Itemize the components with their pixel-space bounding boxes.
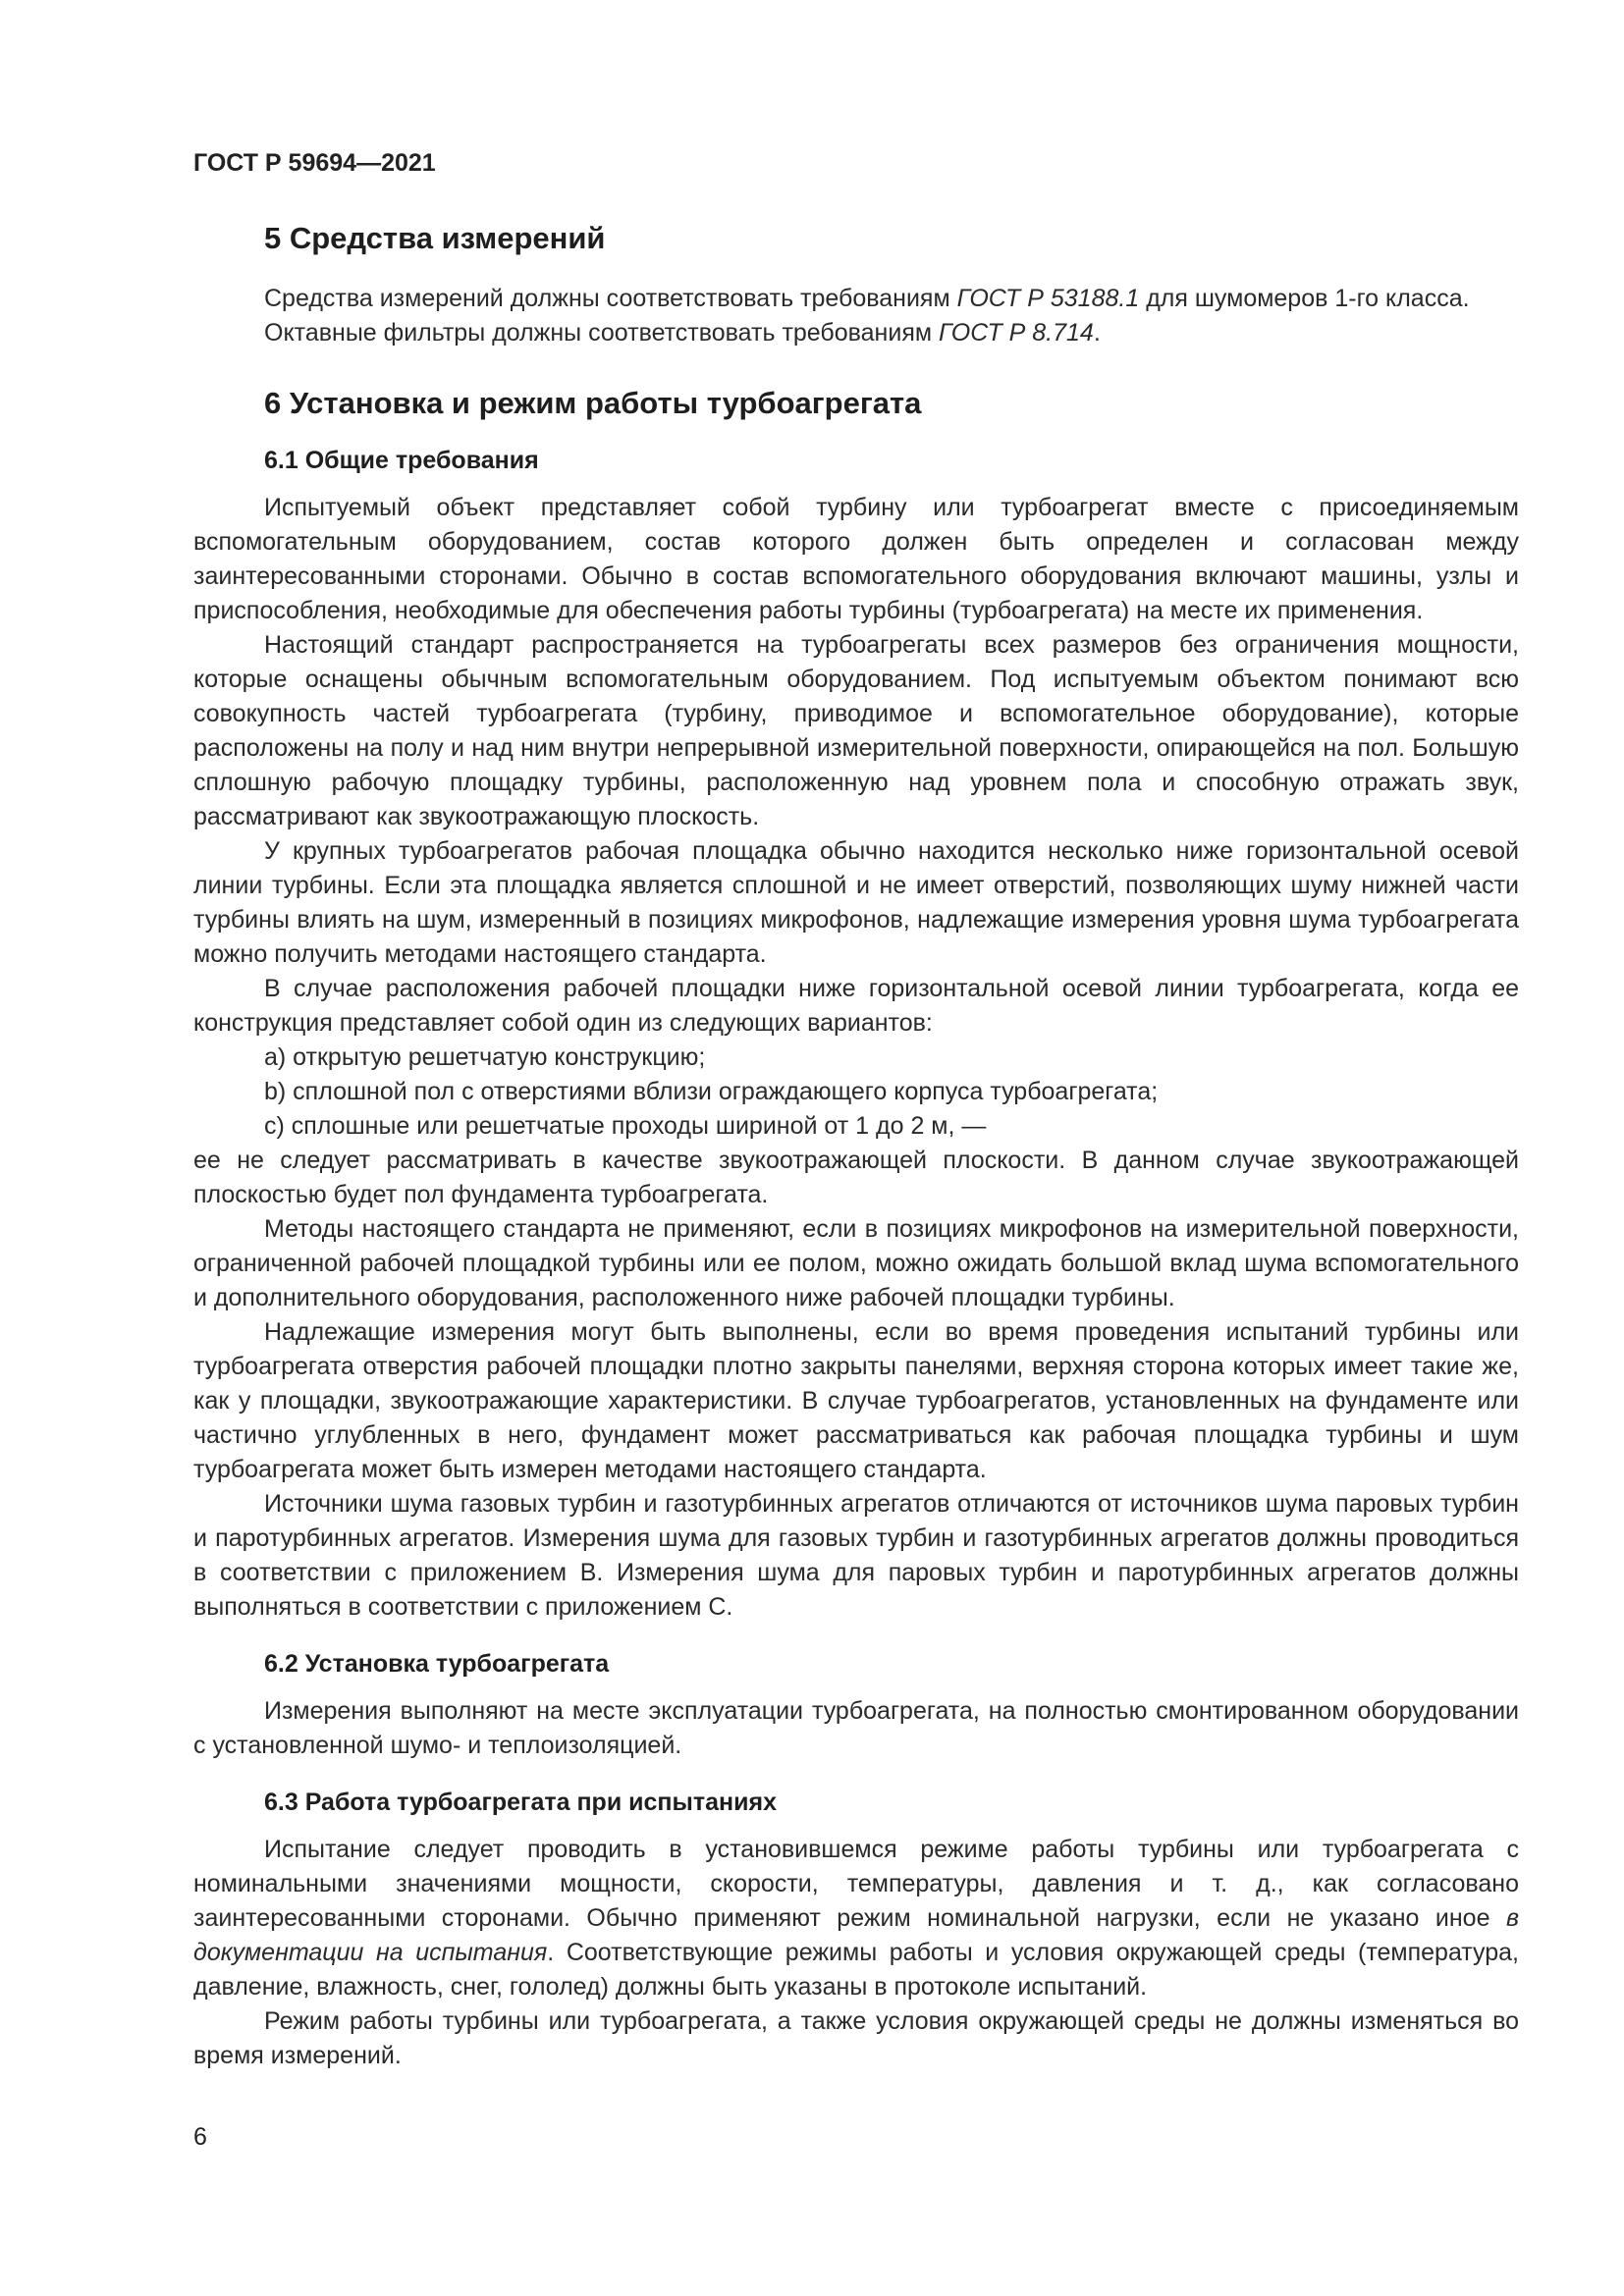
paragraph: Испытуемый объект представляет собой турбину или турбоагрегат вместе с присоединяемым вспомогательным оборудованием, состав которого должен быть определен и согласован между заинтересованными сторонами. Обычно в состав вспомогательного оборудования включают машины, узлы и приспособления, необходимые для обеспечения работы турбины (турбоагрегата) на месте их применения. xyxy=(193,494,1519,624)
standard-reference: ГОСТ Р 53188.1 xyxy=(956,285,1140,312)
section-6-title: 6 Установка и режим работы турбоагрегата xyxy=(264,386,922,420)
list-item: c) сплошные или решетчатые проходы шириной от 1 до 2 м, — xyxy=(264,1112,987,1140)
standard-reference: ГОСТ Р 8.714 xyxy=(939,319,1094,347)
paragraph xyxy=(193,1833,1519,2004)
text-run: Испытание следует проводить в установившемся режиме работы турбины или турбоагрегата с номинальными значениями мощности, скорости, температуры, давления и т. д., как согласовано заинтересованными сторонами. Обычно применяют режим номинальной нагрузки, если не указано иное xyxy=(193,1836,1519,1932)
subsection-6-1-title: 6.1 Общие требования xyxy=(264,447,539,474)
text-run: Средства измерений должны соответствовать требованиям xyxy=(264,285,957,312)
subsection-6-3-title: 6.3 Работа турбоагрегата при испытаниях xyxy=(264,1789,777,1816)
subsection-6-2-title: 6.2 Установка турбоагрегата xyxy=(264,1650,610,1678)
document-header: ГОСТ Р 59694—2021 xyxy=(193,149,436,177)
paragraph: ее не следует рассматривать в качестве звукоотражающей плоскости. В данном случае звукоотражающей плоскостью будет пол фундамента турбоагрегата. xyxy=(193,1147,1519,1208)
text-run: . xyxy=(1093,319,1101,347)
italic-text: в документации на испытания xyxy=(193,1904,1519,1966)
paragraph: Режим работы турбины или турбоагрегата, а также условия окружающей среды не должны изменяться во время измерений. xyxy=(193,2007,1519,2069)
paragraph: Настоящий стандарт распространяется на турбоагрегаты всех размеров без ограничения мощности, которые оснащены обычным вспомогательным оборудованием. Под испытуемым объектом понимают всю совокупность частей турбоагрегата (турбину, приводимое и вспомогательное оборудование), которые расположены на полу и над ним внутри непрерывной измерительной поверхности, опирающейся на пол. Большую сплошную рабочую площадку турбины, расположенную над уровнем пола и способную отражать звук, рассматривают как звукоотражающую плоскость. xyxy=(193,631,1519,830)
section-5-title: 5 Средства измерений xyxy=(264,221,606,255)
text-run: . Соответствующие режимы работы и условия окружающей среды (температура, давление, влажность, снег, гололед) должны быть указаны в протоколе испытаний. xyxy=(193,1939,1519,2001)
paragraph: В случае расположения рабочей площадки ниже горизонтальной осевой линии турбоагрегата, когда ее конструкция представляет собой один из следующих вариантов: xyxy=(193,975,1519,1037)
section-5-paragraph-2 xyxy=(193,316,1519,350)
page-number: 6 xyxy=(193,2123,207,2151)
text-run: Октавные фильтры должны соответствовать требованиям xyxy=(264,319,939,347)
paragraph: Источники шума газовых турбин и газотурбинных агрегатов отличаются от источников шума паровых турбин и паротурбинных агрегатов. Измерения шума для газовых турбин и газотурбинных агрегатов должны проводиться в соответствии с приложением В. Измерения шума для паровых турбин и паротурбинных агрегатов должны выполняться в соответствии с приложением С. xyxy=(193,1490,1519,1621)
document-body xyxy=(193,221,1519,2073)
paragraph: Методы настоящего стандарта не применяют, если в позициях микрофонов на измерительной поверхности, ограниченной рабочей площадкой турбины или ее полом, можно ожидать большой вклад шума вспомогательного и дополнительного оборудования, расположенного ниже рабочей площадки турбины. xyxy=(193,1215,1519,1311)
paragraph: Измерения выполняют на месте эксплуатации турбоагрегата, на полностью смонтированном оборудовании с установленной шумо- и теплоизоляцией. xyxy=(193,1697,1519,1759)
paragraph: У крупных турбоагрегатов рабочая площадка обычно находится несколько ниже горизонтальной осевой линии турбины. Если эта площадка является сплошной и не имеет отверстий, позволяющих шуму нижней части турбины влиять на шум, измеренный в позициях микрофонов, надлежащие измерения уровня шума турбоагрегата можно получить методами настоящего стандарта. xyxy=(193,837,1519,968)
text-run: для шумомеров 1-го класса. xyxy=(1139,285,1470,312)
list-item: a) открытую решетчатую конструкцию; xyxy=(264,1043,706,1071)
section-5-paragraph-1 xyxy=(193,282,1519,316)
paragraph: Надлежащие измерения могут быть выполнены, если во время проведения испытаний турбины или турбоагрегата отверстия рабочей площадки плотно закрыты панелями, верхняя сторона которых имеет такие же, как у площадки, звукоотражающие характеристики. В случае турбоагрегатов, установленных на фундаменте или частично углубленных в него, фундамент может рассматриваться как рабочая площадка турбины и шум турбоагрегата может быть измерен методами настоящего стандарта. xyxy=(193,1318,1519,1483)
list-item: b) сплошной пол с отверстиями вблизи ограждающего корпуса турбоагрегата; xyxy=(264,1078,1159,1105)
